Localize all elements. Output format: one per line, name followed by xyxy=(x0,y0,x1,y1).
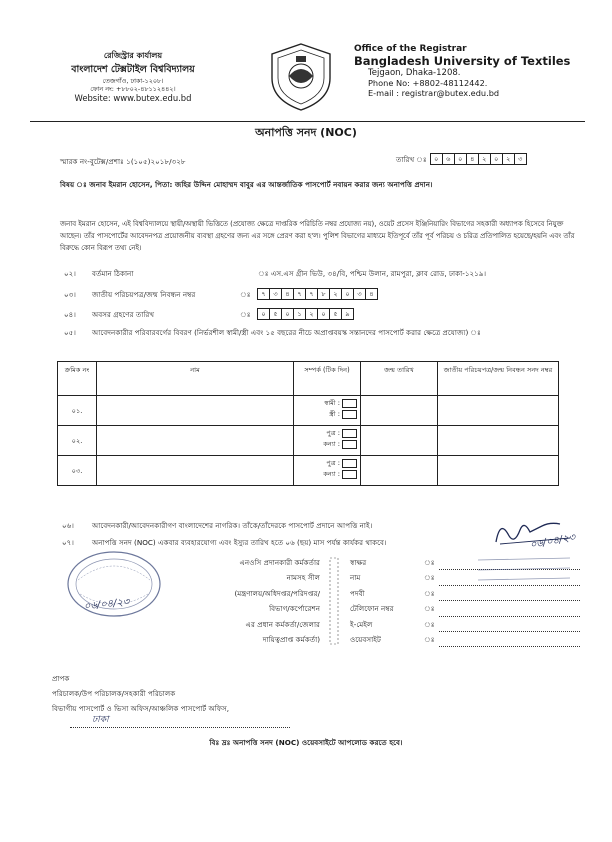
relation-label: কন্যা : xyxy=(323,440,340,449)
bn-letterhead xyxy=(38,50,228,103)
bn-address: তেজগাঁও, ঢাকা-১২০৮। xyxy=(102,77,164,85)
row-birthdate[interactable] xyxy=(361,426,438,456)
item-05-label: আবেদনকারীর পরিবারবর্গের বিবরণ (নির্ভরশীল স্বামী/স্ত্রী এবং ১৫ বছরের নীচে অপ্রাপ্তবয়স্ক সন্তানদের পাসপোর্ট করার ক্ষেত্রে প্রযোজ্য) ঃ xyxy=(92,328,481,337)
item-02-number: ০২। xyxy=(64,269,76,278)
recipient-city: ঢাকা xyxy=(92,715,109,725)
issuer-label: এর প্রধান কর্মকর্তা/জেলার xyxy=(245,619,320,629)
item-02-label: বর্তমান ঠিকানা xyxy=(92,269,134,278)
row-birthdate[interactable] xyxy=(361,456,438,486)
item-06-number: ০৬। xyxy=(62,521,74,530)
date-digit-box: ২ xyxy=(478,153,491,165)
website-field[interactable] xyxy=(439,632,580,647)
item-03-label: জাতীয় পরিচয়পত্র/জন্ম নিবন্ধন নম্বর xyxy=(92,290,196,299)
item-03-number: ০৩। xyxy=(64,290,76,299)
row-nid[interactable] xyxy=(438,456,559,486)
retirement-digit-box: ১ xyxy=(293,308,306,320)
retirement-digit-box: ০ xyxy=(281,308,294,320)
nid-boxes xyxy=(258,288,378,300)
table-row xyxy=(58,426,559,456)
relation-checkbox[interactable] xyxy=(342,410,357,419)
relation-checkbox[interactable] xyxy=(342,459,357,468)
subject-line: বিষয় ঃ জনাব ইমরান হোসেন, পিতা: জহির উদ্দিন মোহাম্মদ বাবুর এর আন্তর্জাতিক পাসপোর্ট নবায়ন করার জন্য অনাপত্তি প্রদান। xyxy=(60,180,433,189)
retirement-digit-box: ২ xyxy=(305,308,318,320)
item-07-number: ০৭। xyxy=(62,538,74,547)
relation-label: স্ত্রী : xyxy=(329,410,340,419)
header-divider xyxy=(30,121,585,122)
relation-label: পুত্র : xyxy=(326,429,340,437)
document-title: অনাপত্তি সনদ (NOC) xyxy=(255,126,357,139)
phone-field[interactable] xyxy=(439,601,580,616)
email-field[interactable] xyxy=(439,617,580,632)
email: E-mail : registrar@butex.edu.bd xyxy=(368,88,500,98)
date-digit-box: ০ xyxy=(490,153,503,165)
signature-date: ০৬/০৪/২৩ xyxy=(529,532,577,551)
seal-date: ০৬/০৪/২৩ xyxy=(83,596,131,613)
nid-digit-box: ৭ xyxy=(293,288,306,300)
bn-phone: ফোন নং: +৮৮০২-৪৮১১২৪৪২। xyxy=(90,84,176,93)
row-relation xyxy=(294,396,361,426)
recipient-office-line[interactable] xyxy=(70,715,290,728)
issuer-labels xyxy=(160,555,320,647)
relation-checkbox[interactable] xyxy=(342,440,357,449)
relation-checkbox[interactable] xyxy=(342,429,357,438)
retirement-digit-box: ৫ xyxy=(329,308,342,320)
relation-label: পুত্র : xyxy=(326,459,340,467)
nid-digit-box: ৩ xyxy=(269,288,282,300)
nid-digit-box: ২ xyxy=(329,288,342,300)
nid-digit-box: ৮ xyxy=(317,288,330,300)
col-nid: জাতীয় পরিচয়পত্র/জন্ম নিবন্ধন সনদ নম্বর xyxy=(438,362,559,396)
retirement-date-boxes xyxy=(258,308,354,320)
nid-digit-box: ০ xyxy=(341,288,354,300)
item-02-value: ঃ এস.এস গ্রীন ভিউ, ৩৪/বি, পশ্চিম উলান, রামপুরা, ক্লাব রোড, ঢাকা-১২১৯। xyxy=(258,269,487,278)
bn-university-name: বাংলাদেশ টেক্সটাইল বিশ্ববিদ্যালয় xyxy=(71,64,195,75)
field-label: ওয়েবসাইট xyxy=(350,635,381,645)
date-digit-box: ৩ xyxy=(514,153,527,165)
footnote: বিঃ দ্রঃ অনাপত্তি সনদ (NOC) ওয়েবসাইটে আপলোড করতে হবে। xyxy=(209,738,403,747)
table-row xyxy=(58,456,559,486)
item-07-text: অনাপত্তি সনদ (NOC) একবার ব্যবহারযোগ্য এবং ইস্যুর তারিখ হতে ০৬ (ছয়) মাস পর্যন্ত কার্যকর থাকবে। xyxy=(92,538,387,547)
en-address: Tejgaon, Dhaka-1208. xyxy=(368,68,461,78)
en-office-name: Office of the Registrar xyxy=(354,44,467,54)
issuer-fields: স্বাক্ষর ঃ নাম ঃ পদবী ঃ টেলিফোন নম্বর ঃ ই-মেইল ঃ ওয়েবসাইট ঃ xyxy=(350,555,580,647)
field-label: ই-মেইল xyxy=(350,619,373,629)
en-phone: Phone No: +8802-48112442. xyxy=(368,78,488,88)
row-name[interactable] xyxy=(97,426,294,456)
col-relation: সম্পর্ক (টিক দিন) xyxy=(294,362,361,396)
date-digit-box: ৬ xyxy=(442,153,455,165)
recipient-line-1: পরিচালক/উপ পরিচালক/সহকারী পরিচালক xyxy=(52,689,176,698)
issue-date xyxy=(396,153,527,165)
row-serial: ০২. xyxy=(58,426,97,456)
family-table xyxy=(57,361,559,486)
recipient-to: প্রাপক xyxy=(52,674,70,683)
col-birthdate: জন্ম তারিখ xyxy=(361,362,438,396)
col-serial: ক্রমিক নং xyxy=(58,362,97,396)
item-03-colon: ঃ xyxy=(240,290,251,299)
row-relation xyxy=(294,456,361,486)
date-boxes xyxy=(431,153,527,165)
field-label: নাম xyxy=(350,573,361,583)
row-serial: ০১. xyxy=(58,396,97,426)
row-birthdate[interactable] xyxy=(361,396,438,426)
relation-label: কন্যা : xyxy=(323,470,340,479)
row-nid[interactable] xyxy=(438,426,559,456)
item-06-text: আবেদনকারী/আবেদনকারীগণ বাংলাদেশের নাগরিক। তাঁকে/তাঁদেরকে পাসপোর্ট প্রদানে আপত্তি নাই। xyxy=(92,521,373,530)
issuer-label: নামসহ সীল xyxy=(286,573,320,583)
nid-digit-box: ৪ xyxy=(281,288,294,300)
row-name[interactable] xyxy=(97,396,294,426)
nid-digit-box: ৩ xyxy=(353,288,366,300)
nid-digit-box: ৪ xyxy=(365,288,378,300)
col-name: নাম xyxy=(97,362,294,396)
date-digit-box: ২ xyxy=(502,153,515,165)
issuer-label: বিভাগ/কর্পোরেশন xyxy=(269,604,320,614)
university-logo xyxy=(268,42,334,112)
retirement-digit-box: ০ xyxy=(317,308,330,320)
item-04-label: অবসর গ্রহণের তারিখ xyxy=(92,310,155,319)
officer-stamp xyxy=(470,552,580,592)
field-label: টেলিফোন নম্বর xyxy=(350,604,394,614)
issuer-label: (মন্ত্রণালয়/অধিদপ্তর/পরিদপ্তর/ xyxy=(234,588,320,598)
table-row xyxy=(58,396,559,426)
field-label: স্বাক্ষর xyxy=(350,558,367,567)
vertical-stamp-mark xyxy=(327,556,341,646)
item-04-colon: ঃ xyxy=(240,310,251,319)
row-relation xyxy=(294,426,361,456)
retirement-digit-box: ০ xyxy=(257,308,270,320)
retirement-digit-box: ৯ xyxy=(341,308,354,320)
item-04-number: ০৪। xyxy=(64,310,76,319)
recipient-line-2: বিভাগীয় পাসপোর্ট ও ভিসা অফিস/আঞ্চলিক পাসপোর্ট অফিস, xyxy=(52,704,230,713)
row-nid[interactable] xyxy=(438,396,559,426)
relation-checkbox[interactable] xyxy=(342,399,357,408)
field-label: পদবী xyxy=(350,588,365,598)
nid-digit-box: ৭ xyxy=(305,288,318,300)
issuer-label: এনওসি প্রদানকারী কর্মকর্তার xyxy=(239,558,320,567)
row-name[interactable] xyxy=(97,456,294,486)
date-label: তারিখ ঃ xyxy=(396,154,427,164)
nid-digit-box: ৭ xyxy=(257,288,270,300)
memo-number: স্মারক নং-বুটেক্স/প্রশাঃ ১(১০৫)২০১৮/৩২৮ xyxy=(60,157,186,166)
date-digit-box: ৪ xyxy=(466,153,479,165)
item-05-number: ০৫। xyxy=(64,328,76,337)
en-university-name: Bangladesh University of Textiles xyxy=(354,54,571,68)
date-digit-box: ০ xyxy=(454,153,467,165)
relation-label: স্বামী : xyxy=(324,399,340,407)
body-paragraph: জনাব ইমরান হোসেন, এই বিশ্ববিদ্যালয়ে স্থায়ী/অস্থায়ী ভিত্তিতে (প্রযোজ্য ক্ষেত্রে দাপ্তরিক পরিচিতি নম্বর প্রযোজ্য নয়), ওয়েট প্রসেস ইঞ্জিনিয়ারিং বিভাগের সহকারী অধ্যাপক হিসেবে নিযুক্ত আছেন। তাঁর পাসপোর্টের আবেদনপত্র প্রয়োজনীয় ব্যবস্থা গ্রহণের জন্য এর সঙ্গে প্রেরণ করা হ'ল। পুলিশ বিভাগের মাধ্যমে ইতিপূর্বে তাঁর পূর্ব পরিচয় ও চরিত্র প্রতিপালিত হয়েছে/হয়নি এবং তাঁর বিরুদ্ধে কোন বিরূপ তথ্য নেই। xyxy=(60,220,575,253)
date-digit-box: ০ xyxy=(430,153,443,165)
website: Website: www.butex.edu.bd xyxy=(74,93,192,104)
row-serial: ০৩. xyxy=(58,456,97,486)
relation-checkbox[interactable] xyxy=(342,470,357,479)
bn-office-name: রেজিস্ট্রার কার্যালয় xyxy=(103,51,163,60)
issuer-label: দায়িত্বপ্রাপ্ত কর্মকর্তা) xyxy=(262,635,320,645)
retirement-digit-box: ৫ xyxy=(269,308,282,320)
en-letterhead xyxy=(354,44,584,98)
